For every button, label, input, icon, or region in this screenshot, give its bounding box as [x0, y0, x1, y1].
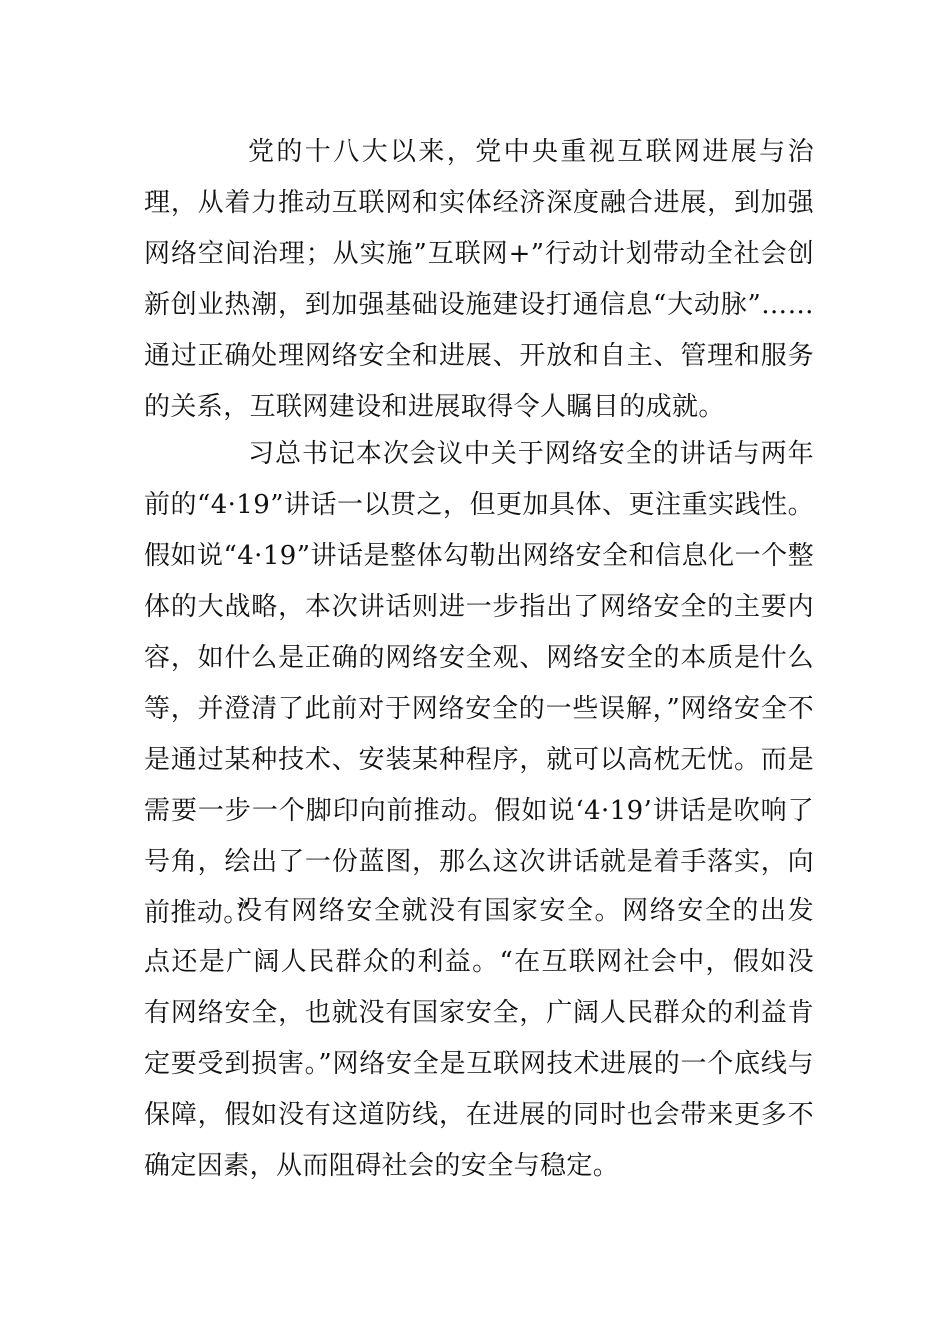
paragraph-3: 没有网络安全就没有国家安全。网络安全的出发点还是广阔人民群众的利益。“在互联网社会中，假如没有网络安全，也就没有国家安全，广阔人民群众的利益肯定要受到损害。”网络安全是互联网技术进展的一个底线与保障，假如没有这道防线，在进展的同时也会带来更多不确定因素，从而阻碍社会的安全与稳定。 — [144, 896, 814, 1181]
paragraph-1: 党的十八大以来，党中央重视互联网进展与治理，从着力推动互联网和实体经济深度融合进展，到加强网络空间治理；从实施”互联网+”行动计划带动全社会创新创业热潮，到加强基础设施建设打通信息“大动脉”……通过正确处理网络安全和进展、开放和自主、管理和服务的关系，互联网建设和进展取得令人瞩目的成就。 — [144, 137, 814, 422]
paragraph-2: 习总书记本次会议中关于网络安全的讲话与两年前的“4·19”讲话一以贯之，但更加具体、更注重实践性。假如说“4·19”讲话是整体勾勒出网络安全和信息化一个整体的大战略，本次讲话则进一步指出了网络安全的主要内容，如什么是正确的网络安全观、网络安全的本质是什么等，并澄清了此前对于网络安全的一些误解，”网络安全不是通过某种技术、安装某种程序，就可以高枕无忧。而是需要一步一个脚印向前推动。假如说‘4·19’讲话是吹响了号角，绘出了一份蓝图，那么这次讲话就是着手落实，向前推动。” — [144, 439, 814, 928]
